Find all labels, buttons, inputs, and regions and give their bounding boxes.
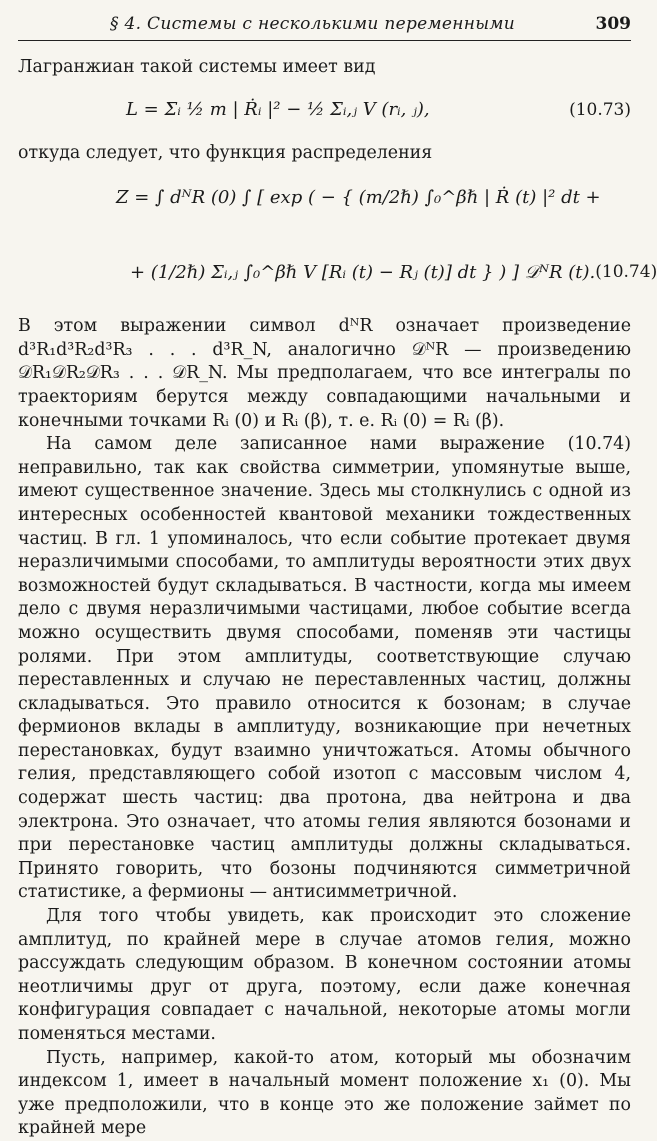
paragraph-2: На самом деле записанное нами выражение (10.74) неправильно, так как свойства симметрии, упомянутые выше, имеют существенное значение. Здесь мы столкнулись с одной из интересных особенностей квантовой механики тождественных частиц. В гл. 1 упоминалось, что если событие протекает двумя неразличимыми способами, то амплитуды вероятности этих двух возможностей будут складываться. В частности, когда мы имеем дело с двумя неразличимыми частицами, любое событие всегда можно осуществить двумя способами, поменяв эти частицы ролями. При этом амплитуды, соответствующие случаю переставленных и случаю не переставленных частиц, должны складываться. Это правило относится к бозонам; в случае фермионов вклады в амплитуду, возникающие при нечетных перестановках, будут взаимно уничтожаться. Атомы обычного гелия, представляющего собой изотоп с массовым числом 4, содержат шесть частиц: два протона, два нейтрона и два электрона. Это означает, что атомы гелия являются бозонами и при перестановке частиц амплитуды должны складываться. Принято говорить, что бозоны подчиняются симметричной статистике, а фермионы — антисимметричной. bbox=[18, 434, 631, 903]
paragraph-3: Для того чтобы увидеть, как происходит это сложение амплитуд, по крайней мере в случае атомов гелия, можно рассуждать следующим образом. В конечном состоянии атомы неотличимы друг от друга, поэтому, если даже конечная конфигурация совпадает с начальной, некоторые атомы могли поменяться местами. bbox=[18, 906, 631, 1044]
page-header bbox=[18, 14, 631, 41]
paragraph-4: Пусть, например, какой-то атом, который мы обозначим индексом 1, имеет в начальный момент положение x₁ (0). Мы уже предположили, что в конце это же положение займет по крайней мере bbox=[18, 1047, 631, 1139]
equation-10-73 bbox=[18, 88, 631, 132]
page-number: 309 bbox=[595, 14, 631, 34]
equation-10-74-number: (10.74) bbox=[595, 262, 657, 283]
equation-10-73-formula: L = Σᵢ ½ m | Ṙᵢ |² − ½ Σᵢ,ⱼ V (rᵢ, ⱼ), bbox=[126, 99, 430, 121]
paragraph-1: В этом выражении символ dᴺR означает произведение d³R₁d³R₂d³R₃ . . . d³R_N, аналогично 𝒟ᴺR — произведению 𝒟R₁𝒟R₂𝒟R₃ . . . 𝒟R_N. Мы предполагаем, что все интегралы по траекториям берутся между совпадающими начальными и конечными точками Rᵢ (0) и Rᵢ (β), т. е. Rᵢ (0) = Rᵢ (β). bbox=[18, 316, 631, 431]
equation-10-74-line2 bbox=[18, 247, 657, 297]
equation-10-74-line2-formula: + (1/2ℏ) Σᵢ,ⱼ ∫₀^βℏ V [Rᵢ (t) − Rⱼ (t)] dt } ) ] 𝒟ᴺR (t). bbox=[130, 261, 596, 283]
equation-10-73-number: (10.73) bbox=[569, 99, 631, 120]
equation-10-74-line1 bbox=[18, 187, 631, 235]
after-eq1-text: откуда следует, что функция распределения bbox=[18, 142, 433, 163]
intro-text: Лагранжиан такой системы имеет вид bbox=[18, 57, 376, 77]
equation-10-74-line1-formula: Z = ∫ dᴺR (0) ∫ [ exp ( − { (m/2ℏ) ∫₀^βℏ | Ṙ (t) |² dt + bbox=[116, 187, 601, 209]
running-head: § 4. Системы с несколькими переменными bbox=[110, 14, 516, 34]
